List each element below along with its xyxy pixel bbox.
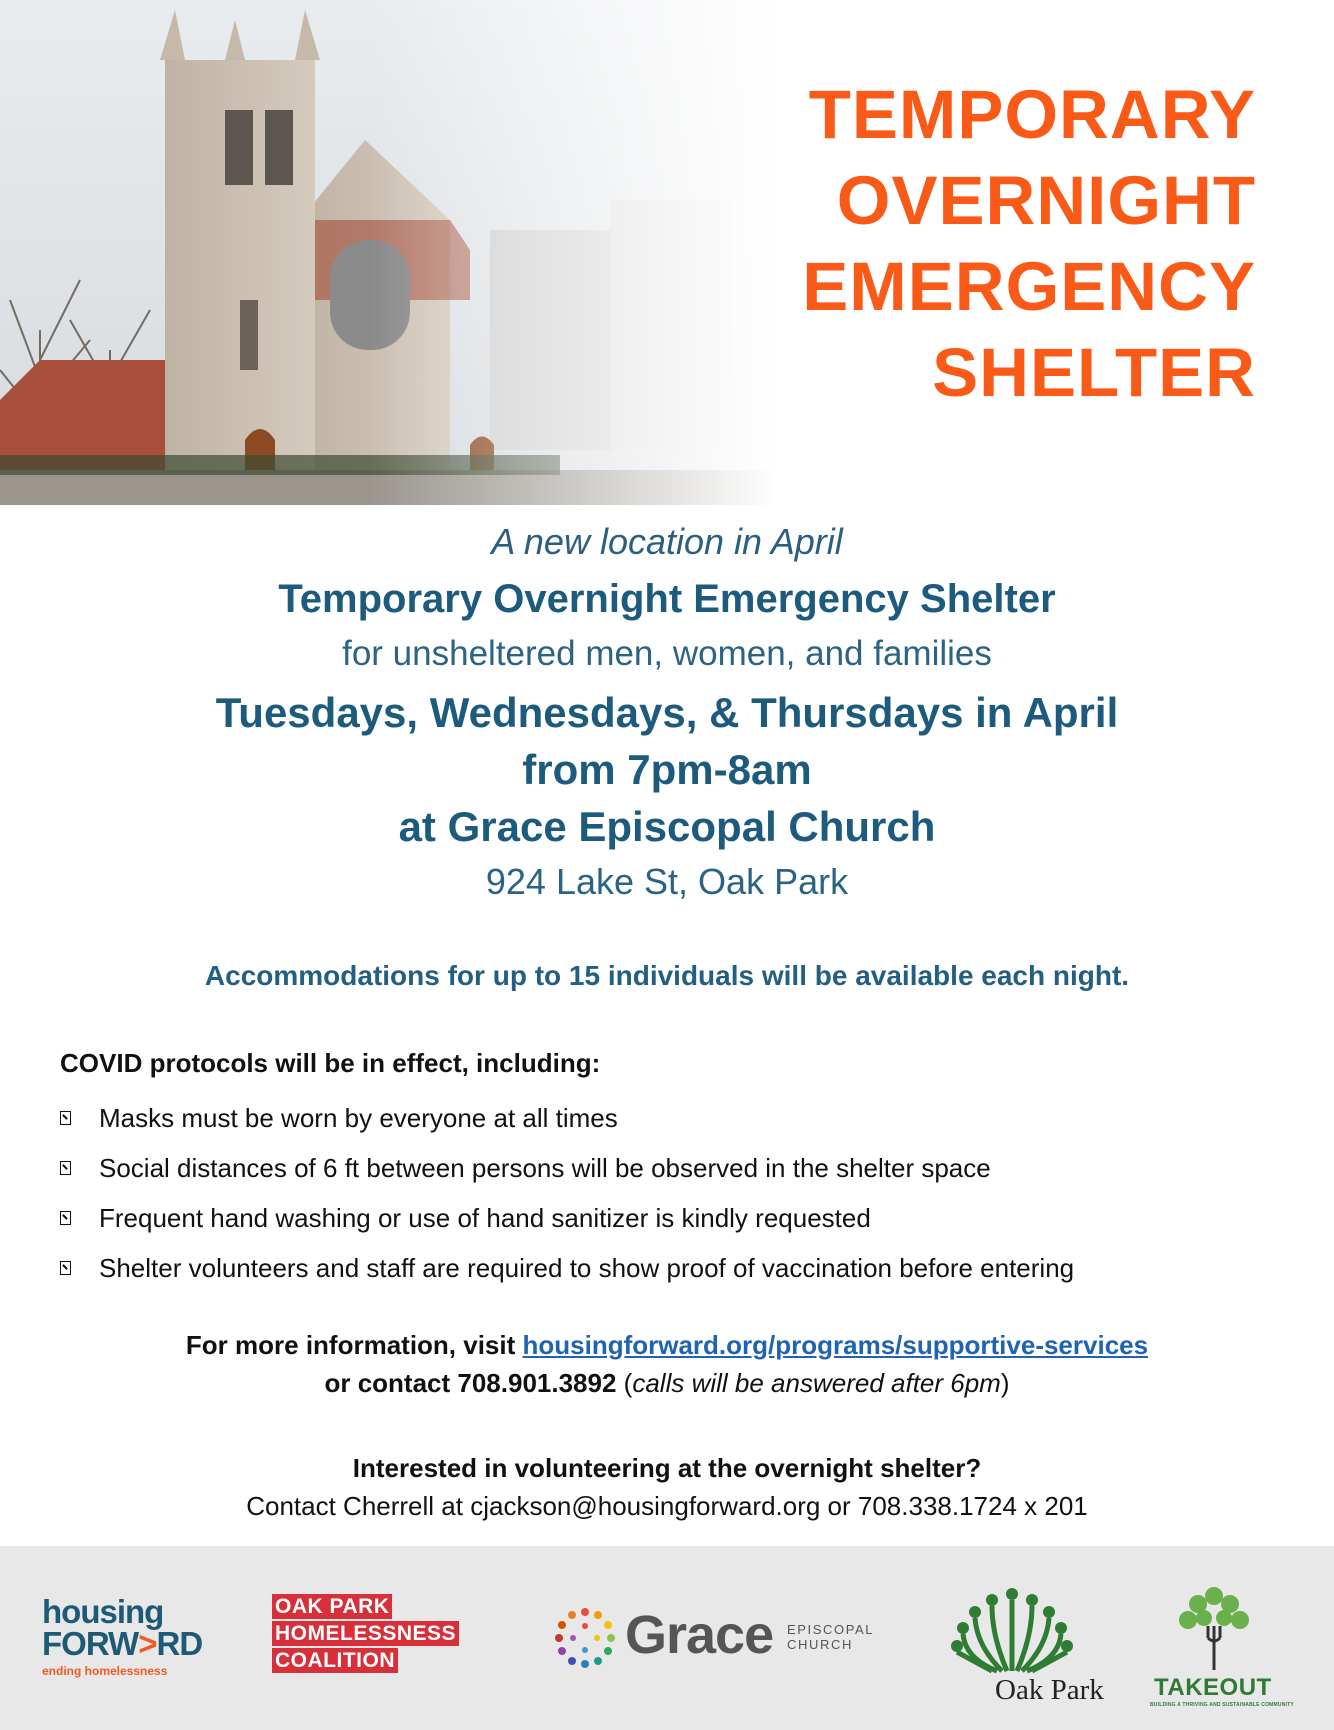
volunteer-contact: Contact Cherrell at cjackson@housingforward.org or 708.338.1724 x 201: [246, 1491, 1088, 1521]
takeout-label: TAKEOUT: [1154, 1674, 1272, 1701]
grace-episcopal-logo: [553, 1604, 903, 1674]
hf-forw: FORW: [42, 1625, 139, 1662]
hours-text: from 7pm-8am: [522, 746, 812, 793]
oak-tree-icon: [947, 1586, 1077, 1676]
covid-section: [60, 1048, 1290, 1293]
dot-circle-icon: [553, 1606, 617, 1670]
sponsor-footer: [0, 1546, 1334, 1730]
opc-line2: HOMELESSNESS: [272, 1621, 459, 1646]
covid-item-text: Frequent hand washing or use of hand sanitizer is kindly requested: [99, 1202, 871, 1233]
grace-sub2: CHURCH: [787, 1637, 853, 1652]
tree-fork-icon: [1174, 1586, 1254, 1670]
intro-text: A new location in April: [491, 521, 843, 562]
checkbox-bullet-icon: [60, 1261, 71, 1275]
covid-item-text: Shelter volunteers and staff are required to show proof of vaccination before entering: [99, 1252, 1075, 1283]
venue-prefix: at: [398, 803, 448, 850]
contact-note: calls will be answered after 6pm: [632, 1368, 1001, 1398]
grace-word: Grace: [625, 1605, 774, 1665]
checkbox-bullet-icon: [60, 1161, 71, 1175]
title-line-3: EMERGENCY: [802, 248, 1256, 325]
grace-sub: [787, 1622, 874, 1652]
address-text: 924 Lake St, Oak Park: [485, 861, 849, 902]
volunteer-heading: Interested in volunteering at the overnight shelter?: [352, 1453, 982, 1483]
oak-park-logo: [943, 1586, 1123, 1706]
venue-name: Grace Episcopal Church: [447, 803, 936, 850]
checkbox-bullet-icon: [60, 1111, 71, 1125]
venue-text: [0, 803, 1334, 851]
list-item: [60, 1243, 1290, 1293]
poster-title: [696, 72, 1256, 416]
contact-line: or contact 708.901.3892 (calls will be answered after 6pm): [324, 1368, 1010, 1398]
covid-item-text: Social distances of 6 ft between persons will be observed in the shelter space: [99, 1152, 991, 1183]
opc-line3: COALITION: [272, 1648, 398, 1673]
checkbox-bullet-icon: [60, 1211, 71, 1225]
housing-forward-logo: [42, 1593, 242, 1678]
shelter-name: Temporary Overnight Emergency Shelter: [278, 577, 1056, 621]
list-item: [60, 1193, 1290, 1243]
days-text: Tuesdays, Wednesdays, & Thursdays in April: [215, 689, 1119, 736]
title-line-2: OVERNIGHT: [836, 162, 1256, 239]
covid-heading: COVID protocols will be in effect, including:: [60, 1048, 601, 1078]
title-line-4: SHELTER: [932, 334, 1256, 411]
hf-rd: RD: [156, 1625, 203, 1662]
hero-banner: [0, 0, 1334, 505]
covid-list: [60, 1093, 1290, 1293]
oak-park-label: Oak Park: [995, 1674, 1104, 1706]
capacity-text: Accommodations for up to 15 individuals will be available each night.: [204, 960, 1130, 991]
covid-item-text: Masks must be worn by everyone at all times: [99, 1102, 618, 1133]
list-item: [60, 1093, 1290, 1143]
takeout-tagline: BUILDING A THRIVING AND SUSTAINABLE COMMUNITY: [1150, 1702, 1294, 1708]
title-line-1: TEMPORARY: [808, 76, 1256, 153]
supportive-services-link[interactable]: housingforward.org/programs/supportive-services: [522, 1330, 1149, 1360]
hf-tagline: ending homelessness: [42, 1664, 168, 1678]
more-info-line: [0, 1330, 1334, 1361]
contact-phone: or contact 708.901.3892: [324, 1368, 617, 1398]
grace-sub1: EPISCOPAL: [787, 1622, 875, 1637]
hf-line1: housing: [42, 1593, 164, 1630]
oak-park-homelessness-coalition-logo: [272, 1594, 506, 1675]
opc-line1: OAK PARK: [272, 1594, 392, 1619]
hf-arrow: >: [138, 1625, 157, 1662]
takeout-25-logo: [1148, 1586, 1294, 1716]
hf-line2: [42, 1625, 242, 1662]
for-whom-text: for unsheltered men, women, and families: [342, 634, 992, 673]
list-item: [60, 1143, 1290, 1193]
visit-prefix: For more information, visit: [185, 1330, 523, 1360]
